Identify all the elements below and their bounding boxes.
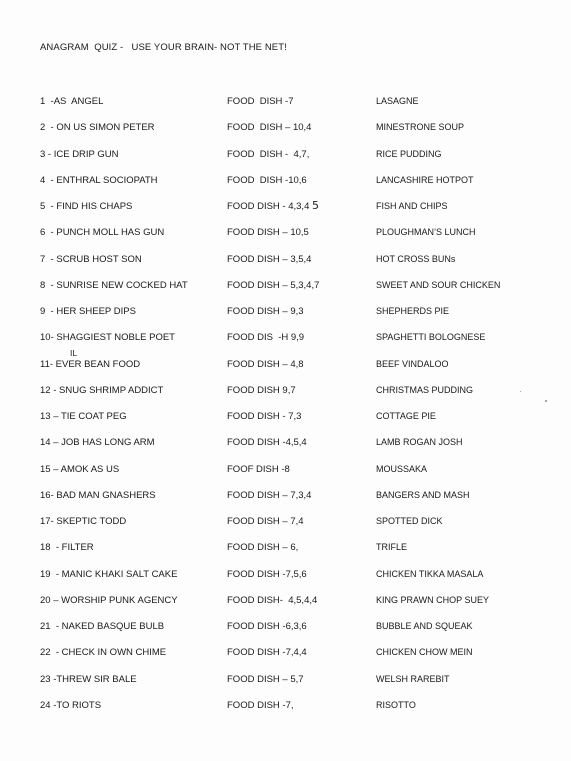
anagram-clue: 23 -THREW SIR BALE	[40, 673, 137, 685]
letter-count-hint: FOOD DISH -7,	[227, 699, 294, 711]
anagram-clue: 22 - CHECK IN OWN CHIME	[40, 647, 167, 659]
letter-count-hint: FOOD DISH -6,3,6	[227, 621, 307, 632]
quiz-row	[0, 96, 571, 112]
answer: LANCASHIRE HOTPOT	[376, 174, 474, 185]
quiz-row	[0, 621, 571, 637]
letter-count-hint: FOOD DISH – 4,8	[227, 358, 304, 370]
quiz-title: ANAGRAM QUIZ - USE YOUR BRAIN- NOT THE NET!	[40, 42, 287, 53]
quiz-row	[0, 674, 571, 690]
letter-count-hint: FOOD DISH – 6,	[227, 542, 299, 554]
answer: BEEF VINDALOO	[376, 358, 449, 369]
letter-count-hint: FOOD DISH -7,4,4	[227, 647, 307, 659]
answer: BUBBLE AND SQUEAK	[376, 621, 473, 631]
paper-speck	[545, 400, 547, 402]
letter-count-hint: FOOD DISH - 4,7,	[227, 148, 310, 160]
anagram-clue: 4 - ENTHRAL SOCIOPATH	[40, 174, 158, 186]
answer: WELSH RAREBIT	[376, 673, 450, 684]
quiz-row	[0, 700, 571, 716]
anagram-clue: 3 - ICE DRIP GUN	[40, 148, 119, 160]
answer: MINESTRONE SOUP	[376, 122, 465, 133]
answer: CHRISTMAS PUDDING	[376, 384, 474, 395]
anagram-clue: 10- SHAGGIEST NOBLE POET	[40, 332, 175, 344]
answer: HOT CROSS BUNs	[376, 253, 456, 264]
letter-count-hint: FOOD DISH – 5,3,4,7	[227, 279, 320, 291]
quiz-row	[0, 280, 571, 296]
quiz-row	[0, 306, 571, 322]
anagram-clue: 15 – AMOK AS US	[40, 463, 120, 475]
answer: CHICKEN CHOW MEIN	[376, 647, 473, 658]
answer: TRIFLE	[376, 542, 408, 553]
handwritten-annotation-row11: IL	[70, 349, 77, 358]
quiz-row	[0, 122, 571, 138]
anagram-clue: 24 -TO RIOTS	[40, 699, 102, 711]
quiz-row	[0, 569, 571, 585]
letter-count-hint: FOOD DISH – 5,7	[227, 673, 304, 685]
quiz-row	[0, 332, 571, 348]
answer: FISH AND CHIPS	[376, 201, 448, 211]
anagram-clue: 20 – WORSHIP PUNK AGENCY	[40, 594, 178, 606]
quiz-row	[0, 516, 571, 532]
quiz-row	[0, 647, 571, 663]
anagram-clue: 16- BAD MAN GNASHERS	[40, 489, 156, 501]
paper-speck	[520, 391, 521, 392]
quiz-row	[0, 359, 571, 375]
anagram-clue: 6 - PUNCH MOLL HAS GUN	[40, 227, 165, 239]
anagram-clue: 7 - SCRUB HOST SON	[40, 253, 142, 265]
letter-count-hint: FOOD DISH- 4,5,4,4	[227, 594, 318, 606]
quiz-row	[0, 490, 571, 506]
anagram-clue: 11- EVER BEAN FOOD	[40, 358, 141, 370]
handwritten-annotation-row5: 5	[312, 199, 319, 212]
quiz-row	[0, 411, 571, 427]
quiz-row	[0, 595, 571, 611]
quiz-row	[0, 149, 571, 165]
answer: LASAGNE	[376, 96, 419, 106]
anagram-clue: 13 – TIE COAT PEG	[40, 411, 127, 422]
letter-count-hint: FOOD DISH -4,5,4	[227, 437, 307, 449]
letter-count-hint: FOOD DISH – 10,4	[227, 122, 312, 134]
anagram-clue: 18 - FILTER	[40, 542, 94, 554]
quiz-row	[0, 385, 571, 401]
letter-count-hint: FOOF DISH -8	[227, 463, 290, 475]
letter-count-hint: FOOD DISH – 3,5,4	[227, 253, 312, 265]
quiz-row	[0, 542, 571, 558]
anagram-clue: 12 - SNUG SHRIMP ADDICT	[40, 384, 164, 396]
anagram-clue: 14 – JOB HAS LONG ARM	[40, 437, 155, 449]
anagram-clue: 1 -AS ANGEL	[40, 96, 104, 107]
letter-count-hint: FOOD DIS -H 9,9	[227, 332, 305, 344]
quiz-row	[0, 201, 571, 217]
answer: SPOTTED DICK	[376, 516, 443, 526]
letter-count-hint: FOOD DISH - 4,3,4	[227, 201, 310, 212]
answer: SPAGHETTI BOLOGNESE	[376, 332, 486, 343]
letter-count-hint: FOOD DISH – 7,4	[227, 516, 304, 527]
letter-count-hint: FOOD DISH -7	[227, 96, 294, 107]
answer: MOUSSAKA	[376, 463, 428, 474]
anagram-clue: 2 - ON US SIMON PETER	[40, 122, 155, 134]
anagram-clue: 17- SKEPTIC TODD	[40, 516, 127, 527]
answer: LAMB ROGAN JOSH	[376, 437, 463, 448]
answer: SHEPHERDS PIE	[376, 306, 450, 316]
letter-count-hint: FOOD DISH – 7,3,4	[227, 489, 312, 501]
quiz-row	[0, 175, 571, 191]
letter-count-hint: FOOD DISH -10,6	[227, 174, 307, 186]
quiz-row	[0, 437, 571, 453]
answer: KING PRAWN CHOP SUEY	[376, 594, 490, 605]
answer: SWEET AND SOUR CHICKEN	[376, 279, 501, 290]
anagram-clue: 5 - FIND HIS CHAPS	[40, 201, 133, 212]
anagram-clue: 9 - HER SHEEP DIPS	[40, 306, 136, 317]
answer: PLOUGHMAN’S LUNCH	[376, 227, 476, 238]
quiz-row	[0, 227, 571, 243]
letter-count-hint: FOOD DISH 9,7	[227, 384, 296, 396]
letter-count-hint: FOOD DISH – 9,3	[227, 306, 304, 317]
quiz-row	[0, 464, 571, 480]
answer: RISOTTO	[376, 699, 416, 710]
letter-count-hint: FOOD DISH -7,5,6	[227, 568, 307, 580]
answer: RICE PUDDING	[376, 148, 442, 159]
answer: COTTAGE PIE	[376, 411, 436, 421]
anagram-clue: 8 - SUNRISE NEW COCKED HAT	[40, 279, 188, 291]
letter-count-hint: FOOD DISH – 10,5	[227, 227, 309, 239]
anagram-clue: 19 - MANIC KHAKI SALT CAKE	[40, 568, 178, 580]
letter-count-hint: FOOD DISH - 7,3	[227, 411, 302, 422]
answer: BANGERS AND MASH	[376, 489, 470, 500]
quiz-row	[0, 254, 571, 270]
anagram-clue: 21 - NAKED BASQUE BULB	[40, 621, 165, 632]
answer: CHICKEN TIKKA MASALA	[376, 568, 484, 579]
